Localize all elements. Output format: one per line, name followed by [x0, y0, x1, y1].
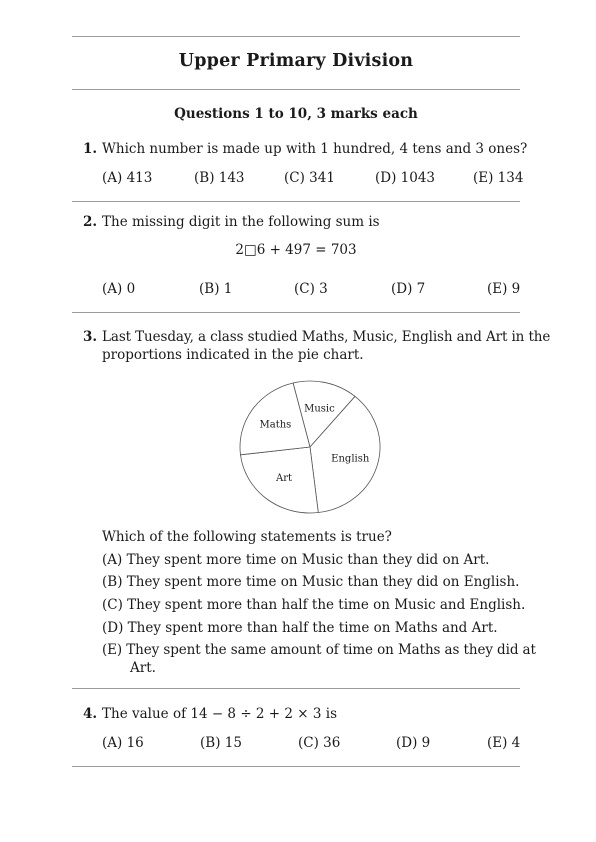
title-rule — [72, 89, 520, 90]
q3-option-e[interactable]: (E) They spent the same amount of time on Maths as they did at — [102, 642, 536, 658]
q3-prompt: Which of the following statements is true? — [102, 529, 392, 545]
bottom-rule — [72, 766, 520, 767]
pie-label-music: Music — [304, 403, 335, 415]
top-rule — [72, 36, 520, 37]
q2-option-a[interactable]: (A) 0 — [102, 281, 136, 297]
q4-option-c[interactable]: (C) 36 — [298, 735, 341, 751]
q3-text-line2: proportions indicated in the pie chart. — [102, 347, 364, 363]
q3-option-a[interactable]: (A) They spent more time on Music than they did on Art. — [102, 552, 490, 568]
pie-label-maths: Maths — [259, 419, 292, 431]
q4-option-d[interactable]: (D) 9 — [396, 735, 431, 751]
q2-option-b[interactable]: (B) 1 — [199, 281, 233, 297]
q3-option-c[interactable]: (C) They spent more than half the time on Music and English. — [102, 597, 526, 613]
q3-option-b[interactable]: (B) They spent more time on Music than they did on English. — [102, 574, 520, 590]
q2-equation: 2□6 + 497 = 703 — [235, 242, 357, 258]
q3-rule — [72, 688, 520, 689]
q2-option-e[interactable]: (E) 9 — [487, 281, 521, 297]
q2-option-d[interactable]: (D) 7 — [391, 281, 426, 297]
q3-option-d[interactable]: (D) They spent more than half the time on Maths and Art. — [102, 620, 498, 636]
q1-number: 1. — [83, 141, 98, 157]
q2-rule — [72, 312, 520, 313]
pie-label-art: Art — [276, 473, 293, 485]
division-title: Upper Primary Division — [178, 51, 414, 71]
q3-number: 3. — [83, 329, 98, 345]
q4-option-a[interactable]: (A) 16 — [102, 735, 144, 751]
q1-rule — [72, 201, 520, 202]
q4-number: 4. — [83, 706, 98, 722]
exam-page — [72, 0, 551, 842]
q3-text-line1: Last Tuesday, a class studied Maths, Music, English and Art in the — [102, 329, 551, 345]
pie-label-english: English — [331, 453, 370, 465]
q4-option-e[interactable]: (E) 4 — [487, 735, 521, 751]
pie-chart — [238, 380, 382, 514]
q4-option-b[interactable]: (B) 15 — [200, 735, 242, 751]
q1-text: Which number is made up with 1 hundred, 4 tens and 3 ones? — [102, 141, 528, 157]
section-subtitle: Questions 1 to 10, 3 marks each — [174, 106, 418, 122]
q1-option-b[interactable]: (B) 143 — [194, 170, 245, 186]
q2-text: The missing digit in the following sum is — [102, 214, 380, 230]
q2-number: 2. — [83, 214, 98, 230]
q1-option-a[interactable]: (A) 413 — [102, 170, 153, 186]
q1-option-e[interactable]: (E) 134 — [473, 170, 524, 186]
q1-option-c[interactable]: (C) 341 — [284, 170, 335, 186]
q4-text: The value of 14 − 8 ÷ 2 + 2 × 3 is — [102, 706, 338, 722]
q3-option-e-continued: Art. — [130, 660, 156, 676]
q1-option-d[interactable]: (D) 1043 — [375, 170, 436, 186]
q2-option-c[interactable]: (C) 3 — [294, 281, 328, 297]
